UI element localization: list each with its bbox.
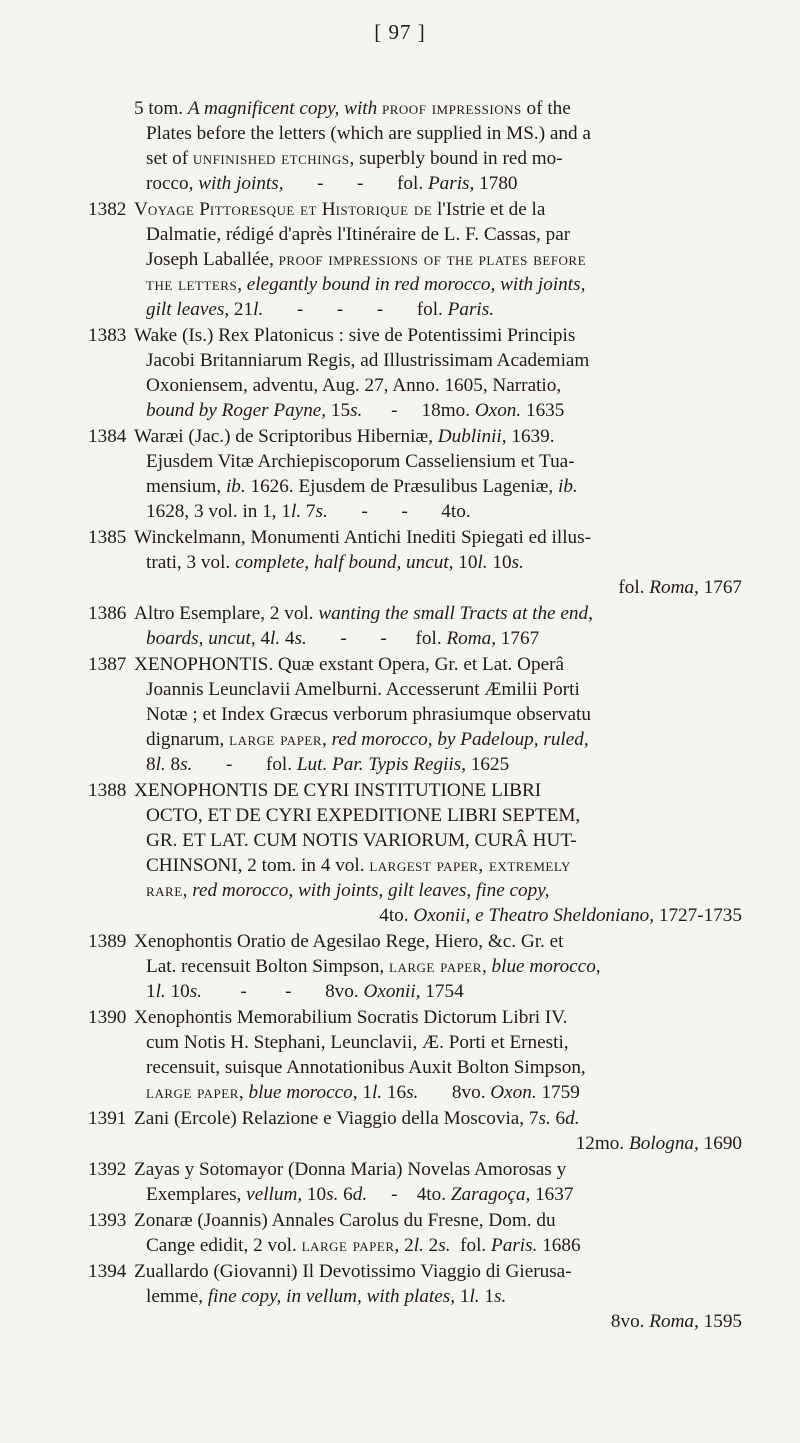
entry-line: Zonaræ (Joannis) Annales Carolus du Fresne, Dom. du [134, 1210, 556, 1231]
entry-number: 1388 [88, 780, 127, 801]
entry-imprint: 4to. Oxonii, e Theatro Sheldoniano, 1727-1735 [379, 905, 742, 926]
entry-line: Plates before the letters (which are supplied in MS.) and a [146, 123, 591, 144]
entry-line: Oxoniensem, adventu, Aug. 27, Anno. 1605, Narratio, [146, 375, 562, 396]
entry-imprint: 12mo. Bologna, 1690 [575, 1133, 742, 1154]
catalog-listing [0, 96, 800, 1335]
entry-line: OCTO, ET DE CYRI EXPEDITIONE LIBRI SEPTEM, [146, 805, 581, 826]
entry-line: Voyage Pittoresque et Historique de l'Istrie et de la [134, 199, 546, 220]
entry-line: Jacobi Britanniarum Regis, ad Illustrissimam Academiam [146, 350, 590, 371]
entry-number: 1392 [88, 1159, 127, 1180]
entry-line: Xenophontis Oratio de Agesilao Rege, Hiero, &c. Gr. et [134, 931, 564, 952]
entry-number: 1390 [88, 1007, 127, 1028]
entry-line: Joseph Laballée, proof impressions of the plates before [146, 249, 587, 270]
entry-line: dignarum, large paper, red morocco, by Padeloup, ruled, [146, 729, 589, 750]
entry-number: 1389 [88, 931, 127, 952]
entry-line: bound by Roger Payne, 15s. - 18mo. Oxon. 1635 [146, 400, 565, 421]
entry-line: XENOPHONTIS DE CYRI INSTITUTIONE LIBRI [134, 780, 542, 801]
entry-line: 5 tom. A magnificent copy, with proof impressions of the [134, 98, 571, 119]
entry-imprint: 8vo. Roma, 1595 [610, 1311, 742, 1332]
catalog-entry [0, 1106, 800, 1156]
catalog-entry [0, 652, 800, 777]
entry-line: Lat. recensuit Bolton Simpson, large paper, blue morocco, [146, 956, 601, 977]
entry-line: Waræi (Jac.) de Scriptoribus Hiberniæ, Dublinii, 1639. [134, 426, 555, 447]
entry-line: Joannis Leunclavii Amelburni. Accesserunt Æmilii Porti [146, 679, 580, 700]
catalog-entry [0, 197, 800, 322]
entry-line: Cange edidit, 2 vol. large paper, 2l. 2s. fol. Paris. 1686 [146, 1235, 581, 1256]
entry-line: 1628, 3 vol. in 1, 1l. 7s. - - 4to. [146, 501, 471, 522]
entry-line: recensuit, suisque Annotationibus Auxit Bolton Simpson, [146, 1057, 586, 1078]
entry-number: 1386 [88, 603, 127, 624]
catalog-entry [0, 1259, 800, 1334]
entry-number: 1391 [88, 1108, 127, 1129]
catalog-entry [0, 96, 800, 196]
page-number: [ 97 ] [374, 20, 426, 44]
entry-line: Notæ ; et Index Græcus verborum phrasiumque observatu [146, 704, 591, 725]
entry-number: 1383 [88, 325, 127, 346]
entry-line: 1l. 10s. - - 8vo. Oxonii, 1754 [146, 981, 464, 1002]
entry-line: the letters, elegantly bound in red morocco, with joints, [146, 274, 586, 295]
entry-line: CHINSONI, 2 tom. in 4 vol. largest paper, extremely [146, 855, 571, 876]
catalog-entry [0, 1208, 800, 1258]
entry-number: 1385 [88, 527, 127, 548]
entry-line: set of unfinished etchings, superbly bound in red mo- [146, 148, 563, 169]
entry-line: Zani (Ercole) Relazione e Viaggio della Moscovia, 7s. 6d. [134, 1108, 580, 1129]
entry-number: 1394 [88, 1261, 127, 1282]
entry-line: Wake (Is.) Rex Platonicus : sive de Potentissimi Principis [134, 325, 576, 346]
entry-number: 1382 [88, 199, 127, 220]
entry-line: XENOPHONTIS. Quæ exstant Opera, Gr. et Lat. Operâ [134, 654, 565, 675]
entry-number: 1387 [88, 654, 127, 675]
entry-line: lemme, fine copy, in vellum, with plates, 1l. 1s. [146, 1286, 507, 1307]
entry-line: Zayas y Sotomayor (Donna Maria) Novelas Amorosas y [134, 1159, 567, 1180]
entry-line: GR. ET LAT. CUM NOTIS VARIORUM, CURÂ HUT- [146, 830, 577, 851]
entry-line: cum Notis H. Stephani, Leunclavii, Æ. Porti et Ernesti, [146, 1032, 569, 1053]
catalog-entry [0, 1005, 800, 1105]
entry-line: boards, uncut, 4l. 4s. - - fol. Roma, 1767 [146, 628, 540, 649]
entry-line: trati, 3 vol. complete, half bound, uncut, 10l. 10s. [146, 552, 524, 573]
entry-line: Ejusdem Vitæ Archiepiscoporum Casseliensium et Tua- [146, 451, 575, 472]
catalog-entry [0, 525, 800, 600]
entry-line: Xenophontis Memorabilium Socratis Dictorum Libri IV. [134, 1007, 568, 1028]
entry-line: Dalmatie, rédigé d'après l'Itinéraire de L. F. Cassas, par [146, 224, 571, 245]
entry-line: Altro Esemplare, 2 vol. wanting the small Tracts at the end, [134, 603, 593, 624]
entry-line: mensium, ib. 1626. Ejusdem de Præsulibus Lageniæ, ib. [146, 476, 578, 497]
catalog-entry [0, 424, 800, 524]
entry-number: 1384 [88, 426, 127, 447]
entry-line: large paper, blue morocco, 1l. 16s. 8vo. Oxon. 1759 [146, 1082, 580, 1103]
entry-number: 1393 [88, 1210, 127, 1231]
entry-line: Exemplares, vellum, 10s. 6d. - 4to. Zaragoça, 1637 [146, 1184, 574, 1205]
catalog-entry [0, 1157, 800, 1207]
catalog-entry [0, 778, 800, 928]
entry-line: rocco, with joints, - - fol. Paris, 1780 [146, 173, 518, 194]
entry-line: Winckelmann, Monumenti Antichi Inediti Spiegati ed illus- [134, 527, 591, 548]
entry-line: 8l. 8s. - fol. Lut. Par. Typis Regiis, 1625 [146, 754, 510, 775]
catalog-entry [0, 601, 800, 651]
entry-line: gilt leaves, 21l. - - - fol. Paris. [146, 299, 495, 320]
catalog-entry [0, 323, 800, 423]
entry-line: rare, red morocco, with joints, gilt leaves, fine copy, [146, 880, 550, 901]
entry-line: Zuallardo (Giovanni) Il Devotissimo Viaggio di Gierusa- [134, 1261, 572, 1282]
catalog-entry [0, 929, 800, 1004]
entry-imprint: fol. Roma, 1767 [618, 577, 742, 598]
